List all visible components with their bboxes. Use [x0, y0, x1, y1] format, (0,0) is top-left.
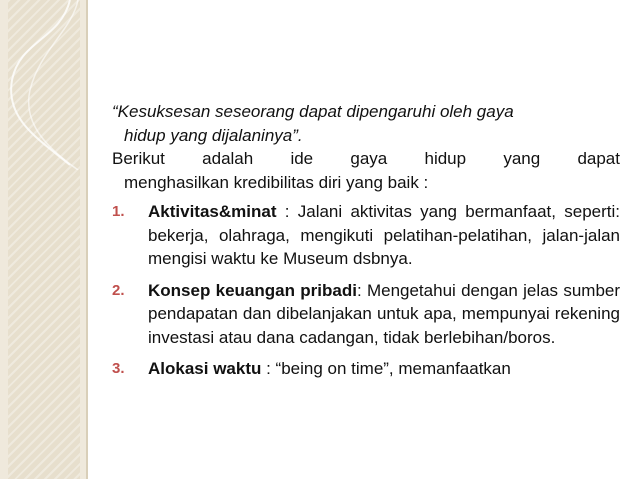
intro-line-1: Berikut adalah ide gaya hidup yang dapat: [112, 149, 620, 168]
item-title: Alokasi waktu: [148, 359, 262, 378]
slide-body: [112, 100, 620, 389]
item-text: “being on time”, memanfaatkan: [275, 359, 511, 378]
item-separator: :: [261, 359, 276, 378]
item-number: 3.: [112, 360, 125, 377]
item-title: Aktivitas&minat: [148, 202, 277, 221]
list-item: [112, 200, 620, 271]
item-number: 2.: [112, 281, 125, 299]
list-item: [112, 279, 620, 350]
list-item: [112, 357, 620, 381]
intro-line-2: menghasilkan kredibilitas diri yang baik :: [124, 172, 429, 192]
item-separator: :: [356, 280, 367, 300]
swirl-ornament: [0, 0, 80, 170]
decorative-side-band: [0, 0, 86, 479]
quote-line-1: “Kesuksesan seseorang dapat dipengaruhi oleh gaya: [112, 102, 514, 121]
lifestyle-list: [112, 200, 620, 381]
item-number: 1.: [112, 203, 125, 220]
item-separator: :: [276, 202, 298, 221]
quote-line-2: hidup yang dijalaninya”.: [124, 125, 303, 145]
band-edge: [86, 0, 88, 479]
item-text: Jalani aktivitas yang bermanfaat, seperti: bekerja, olahraga, mengikuti pelatihan-pelatihan, jalan-jalan mengisi waktu ke Museum dsbnya.: [148, 202, 620, 268]
item-title: Konsep keuangan pribadi: [148, 280, 357, 300]
item-text: Mengetahui dengan jelas sumber pendapatan dan dibelanjakan untuk apa, mempunyai rekening investasi atau dana cadangan, tidak berlebihan/boros.: [148, 280, 621, 347]
